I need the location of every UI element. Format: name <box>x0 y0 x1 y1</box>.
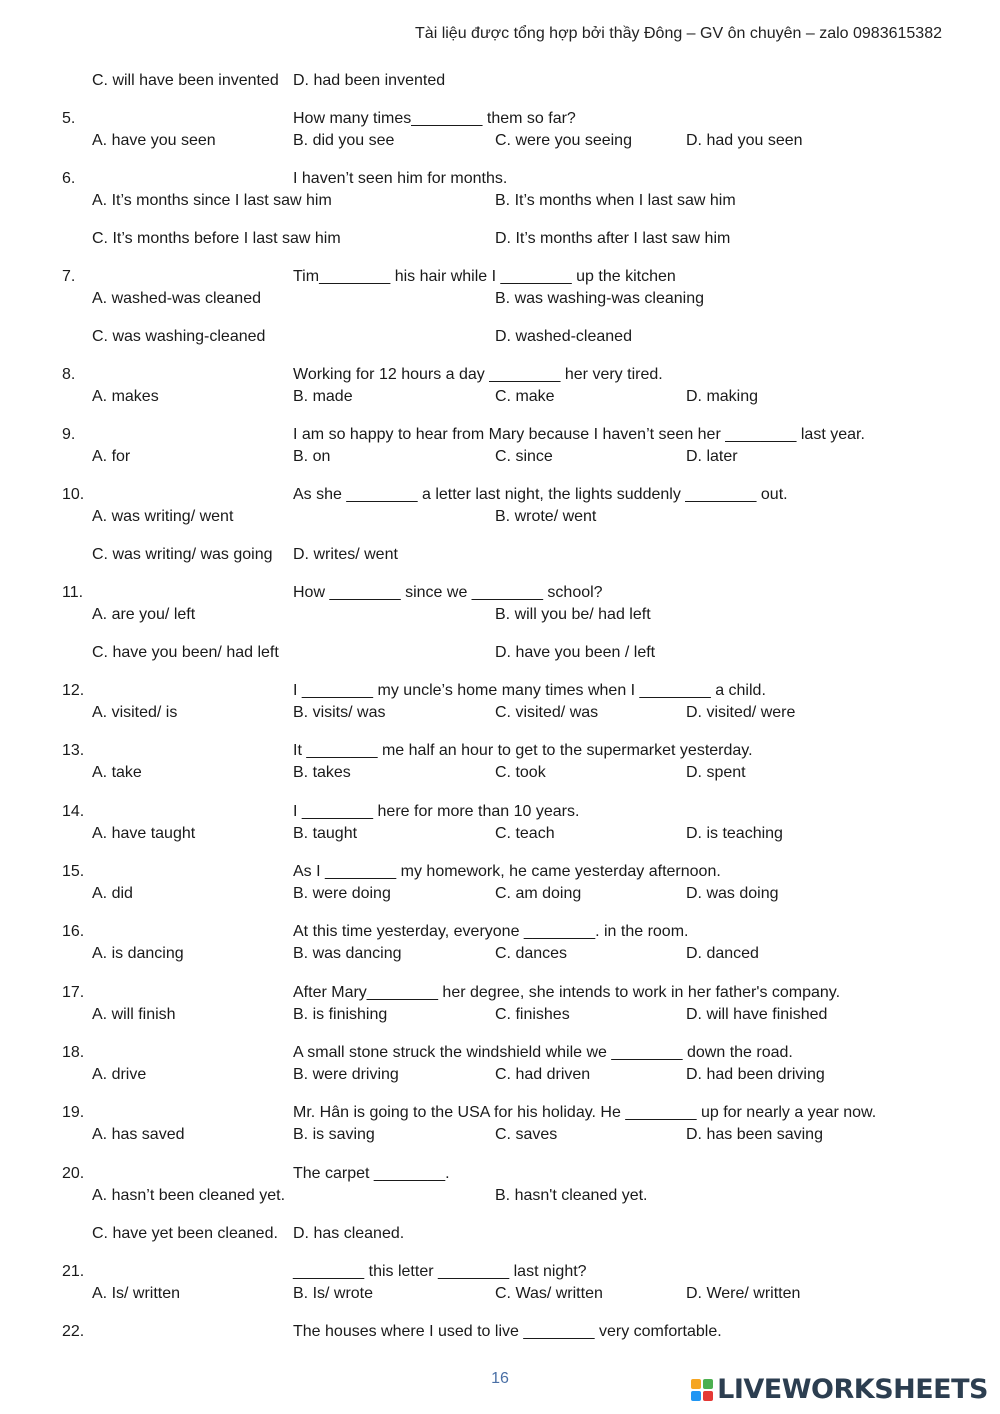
option-b[interactable]: B. made <box>293 388 353 405</box>
question-number: 15. <box>62 863 85 880</box>
option-d[interactable]: D. spent <box>686 764 746 781</box>
option-b[interactable]: B. will you be/ had left <box>495 606 651 623</box>
option-d[interactable]: D. has been saving <box>686 1126 823 1143</box>
option-c[interactable]: C. was washing-cleaned <box>92 328 266 345</box>
option-c[interactable]: C. were you seeing <box>495 132 632 149</box>
option-a[interactable]: A. have you seen <box>92 132 216 149</box>
question-text: Mr. Hân is going to the USA for his holiday. He ________ up for nearly a year now. <box>293 1104 877 1121</box>
option-c[interactable]: C. since <box>495 448 553 465</box>
question-text: At this time yesterday, everyone ________. in the room. <box>293 923 689 940</box>
option-a[interactable]: A. will finish <box>92 1006 176 1023</box>
option-b[interactable]: B. takes <box>293 764 351 781</box>
option-b[interactable]: B. hasn't cleaned yet. <box>495 1187 648 1204</box>
option-a[interactable]: A. Is/ written <box>92 1285 181 1302</box>
option-a[interactable]: A. washed-was cleaned <box>92 290 261 307</box>
option-b[interactable]: B. visits/ was <box>293 704 386 721</box>
option-c[interactable]: C. had driven <box>495 1066 591 1083</box>
option-b[interactable]: B. Is/ wrote <box>293 1285 374 1302</box>
option-a[interactable]: A. have taught <box>92 825 196 842</box>
liveworksheets-icon <box>691 1379 713 1401</box>
question-number: 11. <box>62 584 84 601</box>
option-d[interactable]: D. had you seen <box>686 132 803 149</box>
option-c[interactable]: C. took <box>495 764 546 781</box>
option-b[interactable]: B. was washing-was cleaning <box>495 290 704 307</box>
option-d[interactable]: D. is teaching <box>686 825 783 842</box>
question-text: Working for 12 hours a day ________ her very tired. <box>293 366 663 383</box>
question-text: As I ________ my homework, he came yesterday afternoon. <box>293 863 721 880</box>
question-number: 9. <box>62 426 76 443</box>
option-a[interactable]: A. for <box>92 448 131 465</box>
option-d[interactable]: D. It’s months after I last saw him <box>495 230 731 247</box>
question-text: The houses where I used to live ________ very comfortable. <box>293 1323 722 1340</box>
page-header: Tài liệu được tổng hợp bởi thầy Đông – GV ôn chuyên – zalo 0983615382 <box>415 25 942 42</box>
option-c[interactable]: C. have you been/ had left <box>92 644 279 661</box>
option-d[interactable]: D. have you been / left <box>495 644 656 661</box>
question-number: 20. <box>62 1165 85 1182</box>
liveworksheets-logo[interactable] <box>691 1374 988 1405</box>
option-a[interactable]: A. visited/ is <box>92 704 178 721</box>
question-number: 19. <box>62 1104 85 1121</box>
question-text: After Mary________ her degree, she intends to work in her father's company. <box>293 984 841 1001</box>
option-d[interactable]: D. writes/ went <box>293 546 398 563</box>
option-c[interactable]: C. make <box>495 388 555 405</box>
option-c[interactable]: C. was writing/ was going <box>92 546 273 563</box>
question-number: 8. <box>62 366 76 383</box>
question-text: As she ________ a letter last night, the lights suddenly ________ out. <box>293 486 788 503</box>
option-d[interactable]: D. will have finished <box>686 1006 828 1023</box>
option-a[interactable]: A. drive <box>92 1066 147 1083</box>
option-c[interactable]: C. finishes <box>495 1006 570 1023</box>
option-d[interactable]: D. danced <box>686 945 759 962</box>
option-d[interactable]: D. Were/ written <box>686 1285 801 1302</box>
option-d[interactable]: D. has cleaned. <box>293 1225 405 1242</box>
option-b[interactable]: B. were driving <box>293 1066 399 1083</box>
option-d[interactable]: D. washed-cleaned <box>495 328 632 345</box>
option-b[interactable]: B. wrote/ went <box>495 508 597 525</box>
page-number: 16 <box>491 1370 509 1387</box>
option-b[interactable]: B. taught <box>293 825 358 842</box>
question-text: ________ this letter ________ last night? <box>293 1263 587 1280</box>
option-d[interactable]: D. was doing <box>686 885 779 902</box>
question-number: 13. <box>62 742 85 759</box>
question-text: I ________ my uncle’s home many times when I ________ a child. <box>293 682 766 699</box>
question-text: I haven’t seen him for months. <box>293 170 508 187</box>
option-d[interactable]: D. visited/ were <box>686 704 796 721</box>
question-text: I ________ here for more than 10 years. <box>293 803 580 820</box>
option-c[interactable]: C. dances <box>495 945 568 962</box>
option-a[interactable]: A. It’s months since I last saw him <box>92 192 332 209</box>
question-number: 21. <box>62 1263 85 1280</box>
option-c[interactable]: C. It’s months before I last saw him <box>92 230 341 247</box>
question-number: 22. <box>62 1323 85 1340</box>
question-number: 10. <box>62 486 85 503</box>
option-b[interactable]: B. did you see <box>293 132 395 149</box>
question-number: 14. <box>62 803 85 820</box>
option-c[interactable]: C. Was/ written <box>495 1285 603 1302</box>
option-b[interactable]: B. was dancing <box>293 945 402 962</box>
question-number: 16. <box>62 923 85 940</box>
question-text: A small stone struck the windshield while we ________ down the road. <box>293 1044 793 1061</box>
option-c[interactable]: C. saves <box>495 1126 558 1143</box>
option-c[interactable]: C. have yet been cleaned. <box>92 1225 278 1242</box>
option-a[interactable]: A. makes <box>92 388 159 405</box>
option-b[interactable]: B. It’s months when I last saw him <box>495 192 736 209</box>
option-c[interactable]: C. teach <box>495 825 555 842</box>
option-b[interactable]: B. is finishing <box>293 1006 388 1023</box>
option-a[interactable]: A. has saved <box>92 1126 185 1143</box>
option-b[interactable]: B. is saving <box>293 1126 375 1143</box>
option-a[interactable]: A. was writing/ went <box>92 508 234 525</box>
option-a[interactable]: A. take <box>92 764 142 781</box>
question-text: I am so happy to hear from Mary because I haven’t seen her ________ last year. <box>293 426 865 443</box>
option-c[interactable]: C. visited/ was <box>495 704 599 721</box>
question-text: How many times________ them so far? <box>293 110 576 127</box>
brand-name: LIVEWORKSHEETS <box>717 1374 988 1405</box>
question-text: Tim________ his hair while I ________ up the kitchen <box>293 268 676 285</box>
question-number: 7. <box>62 268 76 285</box>
option-a[interactable]: A. are you/ left <box>92 606 196 623</box>
option-b[interactable]: B. were doing <box>293 885 391 902</box>
question-text: How ________ since we ________ school? <box>293 584 603 601</box>
option-a[interactable]: A. is dancing <box>92 945 184 962</box>
question-number: 12. <box>62 682 85 699</box>
option-a[interactable]: A. did <box>92 885 133 902</box>
question-number: 6. <box>62 170 76 187</box>
question-text: The carpet ________. <box>293 1165 450 1182</box>
option-d[interactable]: D. making <box>686 388 759 405</box>
option-d[interactable]: D. had been driving <box>686 1066 825 1083</box>
option-d[interactable]: D. later <box>686 448 738 465</box>
question-text: It ________ me half an hour to get to the supermarket yesterday. <box>293 742 753 759</box>
option-a[interactable]: A. hasn’t been cleaned yet. <box>92 1187 286 1204</box>
option-b[interactable]: B. on <box>293 448 331 465</box>
question-number: 5. <box>62 110 76 127</box>
option-c[interactable]: C. will have been invented <box>92 72 279 89</box>
option-c[interactable]: C. am doing <box>495 885 582 902</box>
question-number: 18. <box>62 1044 85 1061</box>
question-number: 17. <box>62 984 85 1001</box>
option-d[interactable]: D. had been invented <box>293 72 446 89</box>
